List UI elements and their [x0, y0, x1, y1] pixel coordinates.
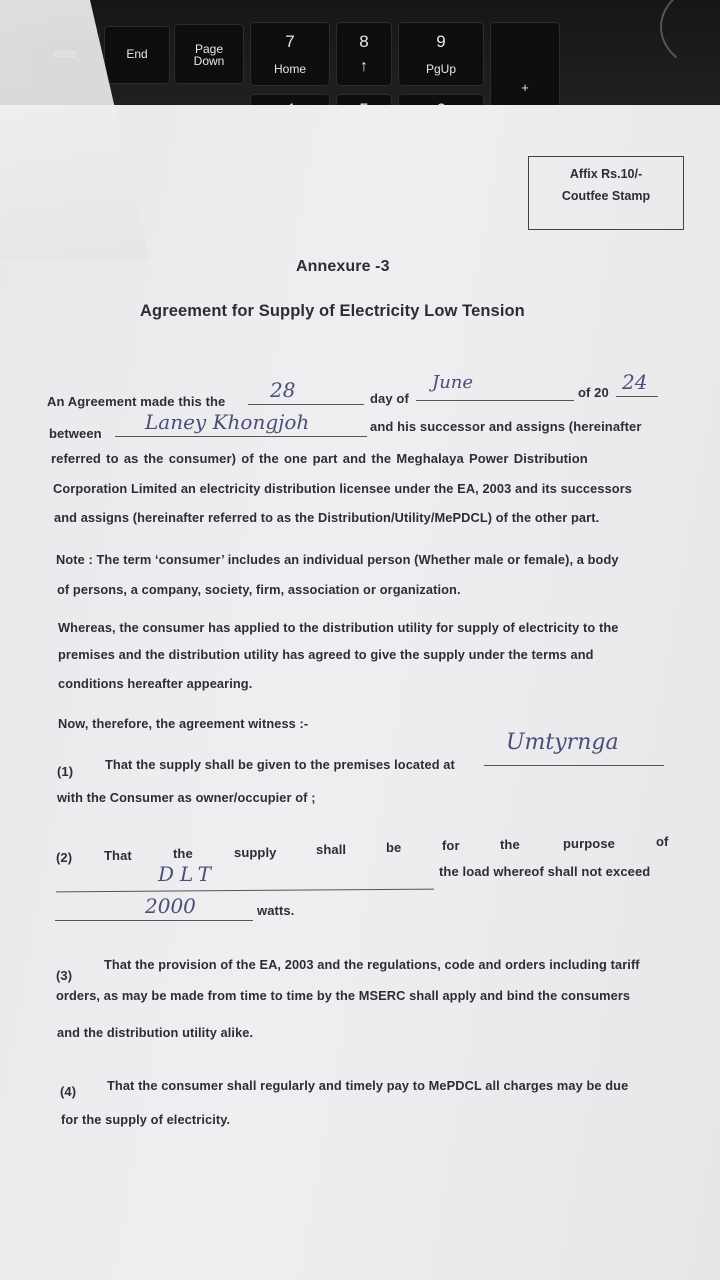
numpad-9-label: PgUp	[425, 62, 457, 76]
numpad-8-key	[336, 22, 392, 86]
agreement-title: Agreement for Supply of Electricity Low Tension	[140, 302, 525, 320]
clause-4-line-1: That the consumer shall regularly and timely pay to MePDCL all charges may be due	[107, 1078, 629, 1093]
numpad-9-key	[398, 22, 484, 86]
clause-1-location-line	[484, 765, 664, 766]
page-down-label-1: Page	[194, 42, 224, 56]
clause-2-line-2: the load whereof shall not exceed	[439, 864, 651, 879]
clause-2-word-3: supply	[234, 845, 277, 860]
clause-2-number: (2)	[56, 850, 73, 865]
clause-1-number: (1)	[57, 764, 74, 779]
numpad-7-key	[250, 22, 330, 86]
clause-3-number: (3)	[56, 968, 73, 983]
p1-year-value: 24	[622, 370, 648, 394]
whereas-line-2: premises and the distribution utility has agreed to give the supply under the terms and	[58, 647, 594, 662]
clause-2-word-5: be	[386, 840, 402, 855]
clause-2-purpose-value: DLT	[158, 862, 218, 886]
stamp-line-1: Affix Rs.10/-	[569, 167, 643, 181]
stamp-box	[528, 156, 684, 230]
clause-2-word-6: for	[442, 838, 460, 853]
whereas-line-3: conditions hereafter appearing.	[58, 676, 253, 691]
numpad-8-label: ↑	[360, 58, 368, 75]
end-key	[104, 26, 170, 84]
note-line-1: Note : The term ‘consumer’ includes an individual person (Whether male or female), a body	[56, 552, 619, 567]
clause-2-load-value: 2000	[145, 894, 196, 918]
clause-2-watts: watts.	[257, 903, 295, 918]
page-down-key	[174, 24, 244, 84]
clause-3-line-2: orders, as may be made from time to time by the MSERC shall apply and bind the consumers	[56, 988, 631, 1003]
clause-4-number: (4)	[60, 1084, 77, 1099]
p1-text-b: day of	[370, 391, 409, 406]
annexure-heading: Annexure -3	[296, 258, 390, 275]
clause-1-line-2: with the Consumer as owner/occupier of ;	[57, 790, 316, 805]
p1-name-value: Laney Khongjoh	[145, 410, 310, 434]
paper-sheet	[0, 105, 720, 1280]
p1-text-c: of 20	[578, 385, 609, 400]
p1-year-line	[616, 396, 658, 397]
clause-1-location-value: Umtyrnga	[506, 730, 619, 755]
p1-name-line	[115, 436, 367, 437]
p1-text-a: An Agreement made this the	[47, 394, 226, 409]
p1-text-d: and his successor and assigns (hereinafter	[370, 419, 642, 434]
clause-3-line-3: and the distribution utility alike.	[57, 1025, 254, 1040]
p1-line-5: and assigns (hereinafter referred to as the Distribution/Utility/MePDCL) of the other part.	[54, 510, 600, 525]
page-down-label-2: Down	[193, 54, 225, 68]
clause-4-line-2: for the supply of electricity.	[61, 1112, 231, 1127]
witness-line: Now, therefore, the agreement witness :-	[58, 716, 309, 731]
clause-1-text: That the supply shall be given to the premises located at	[105, 757, 455, 772]
clause-3-line-1: That the provision of the EA, 2003 and the regulations, code and orders including tariff	[104, 957, 640, 972]
p1-line-4: Corporation Limited an electricity distribution licensee under the EA, 2003 and its successors	[53, 481, 633, 496]
numpad-plus-label: +	[521, 80, 529, 95]
p1-line-3: referred to as the consumer) of the one part and the Meghalaya Power Distribution	[51, 451, 588, 466]
p1-month-line	[416, 400, 574, 401]
numpad-8-number: 8	[359, 32, 369, 51]
clause-2-word-2: the	[173, 846, 193, 861]
cable	[660, 0, 720, 74]
numpad-9-number: 9	[436, 32, 446, 51]
note-line-2: of persons, a company, society, firm, association or organization.	[57, 582, 461, 597]
clause-2-word-4: shall	[316, 842, 347, 857]
stamp-line-2: Coutfee Stamp	[561, 189, 651, 203]
clause-2-word-9: of	[656, 834, 669, 849]
clause-2-word-7: the	[500, 837, 520, 852]
p1-day-value: 28	[270, 378, 296, 402]
numpad-7-label: Home	[273, 62, 306, 76]
p1-month-value: June	[432, 372, 474, 393]
clause-2-word-8: purpose	[563, 836, 615, 851]
end-key-label: End	[126, 47, 148, 61]
numpad-7-number: 7	[285, 32, 295, 51]
p1-day-line	[248, 404, 364, 405]
clause-2-word-1: That	[104, 848, 132, 863]
whereas-line-1: Whereas, the consumer has applied to the distribution utility for supply of electricity to the	[58, 620, 619, 635]
clause-2-load-line	[55, 920, 253, 921]
p1-between: between	[49, 426, 102, 441]
